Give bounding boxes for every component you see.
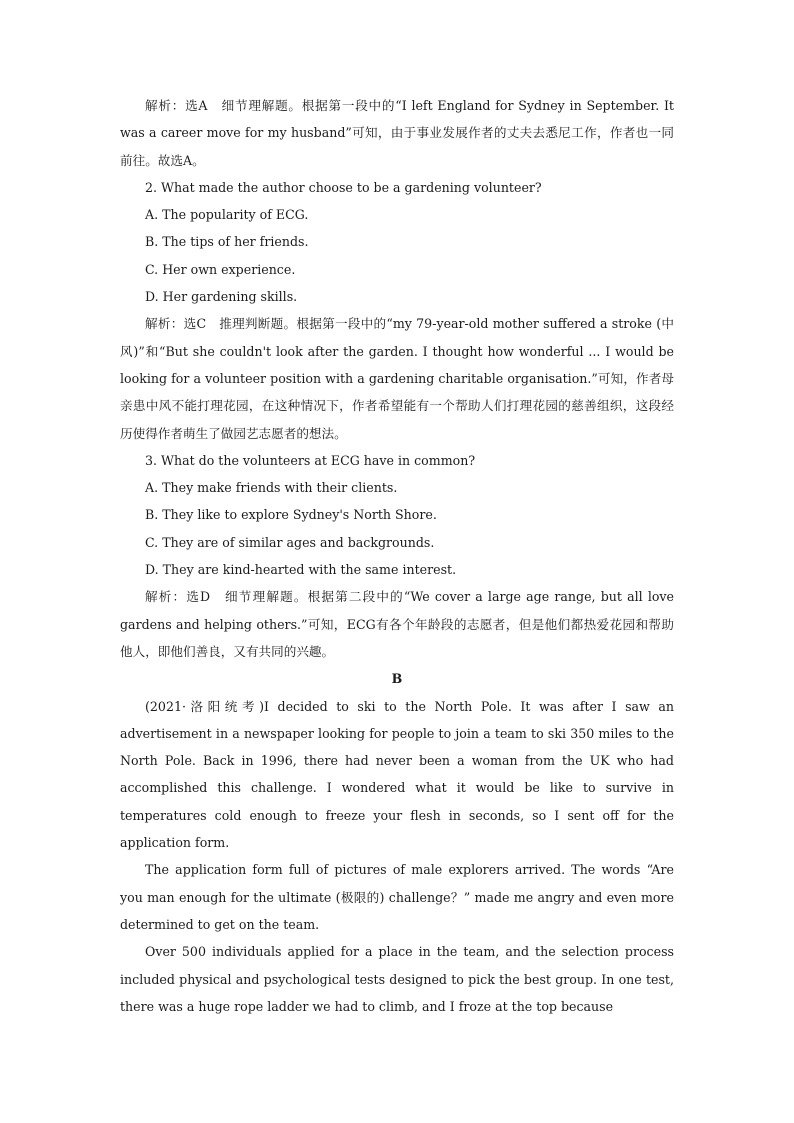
question-3-stem: 3. What do the volunteers at ECG have in common? (145, 452, 476, 468)
question-3-option-b: B. They like to explore Sydney's North Shore. (145, 507, 437, 523)
answer-explanation-3: 解析：选D 细节理解题。根据第二段中的“We cover a large age range, but all love gardens and helping others.”可知，ECG有各个年龄段的志愿者，但是他们都热爱花园和帮助他人，即他们善良，又有共同的兴趣。 (120, 589, 674, 659)
passage-paragraph-2: The application form full of pictures of male explorers arrived. The words “Are you man enough for the ultimate (极限的) challenge？” made me angry and even more determined to get on the team. (120, 862, 674, 932)
passage-paragraph-1: (2021·洛阳统考)I decided to ski to the North Pole. It was after I saw an advertisement in a newspaper looking for people to join a team to ski 350 miles to the North Pole. Back in 1996, there had never been a woman from the UK who had accomplished this challenge. I wondered what it would be like to survive in temperatures cold enough to freeze your flesh in seconds, so I sent off for the application form. (120, 698, 674, 851)
question-3-option-c: C. They are of similar ages and backgrounds. (145, 534, 435, 550)
document-page (120, 92, 674, 1020)
answer-explanation-2: 解析：选C 推理判断题。根据第一段中的“my 79-year-old mother suffered a stroke (中风)”和“But she couldn't look after the garden. I thought how wonderful ... I would be looking for a volunteer position with a gardening charitable organisation.”可知，作者母亲患中风不能打理花园，在这种情况下，作者希望能有一个帮助人们打理花园的慈善组织，这段经历使得作者萌生了做园艺志愿者的想法。 (120, 316, 674, 441)
question-2-option-c: C. Her own experience. (145, 261, 296, 277)
question-2-option-a: A. The popularity of ECG. (145, 207, 309, 223)
answer-explanation-1: 解析：选A 细节理解题。根据第一段中的“I left England for Sydney in September. It was a career move for my husband”可知，由于事业发展作者的丈夫去悉尼工作，作者也一同前往。故选A。 (120, 98, 674, 168)
section-heading: B (391, 671, 403, 687)
passage-paragraph-3: Over 500 individuals applied for a place in the team, and the selection process included physical and psychological tests designed to pick the best group. In one test, there was a huge rope ladder we had to climb, and I froze at the top because (120, 944, 674, 1014)
question-2-option-b: B. The tips of her friends. (145, 234, 309, 250)
question-2-stem: 2. What made the author choose to be a gardening volunteer? (145, 179, 542, 195)
question-3-option-d: D. They are kind-hearted with the same interest. (145, 562, 457, 578)
question-2-option-d: D. Her gardening skills. (145, 289, 298, 305)
question-3-option-a: A. They make friends with their clients. (145, 480, 398, 496)
